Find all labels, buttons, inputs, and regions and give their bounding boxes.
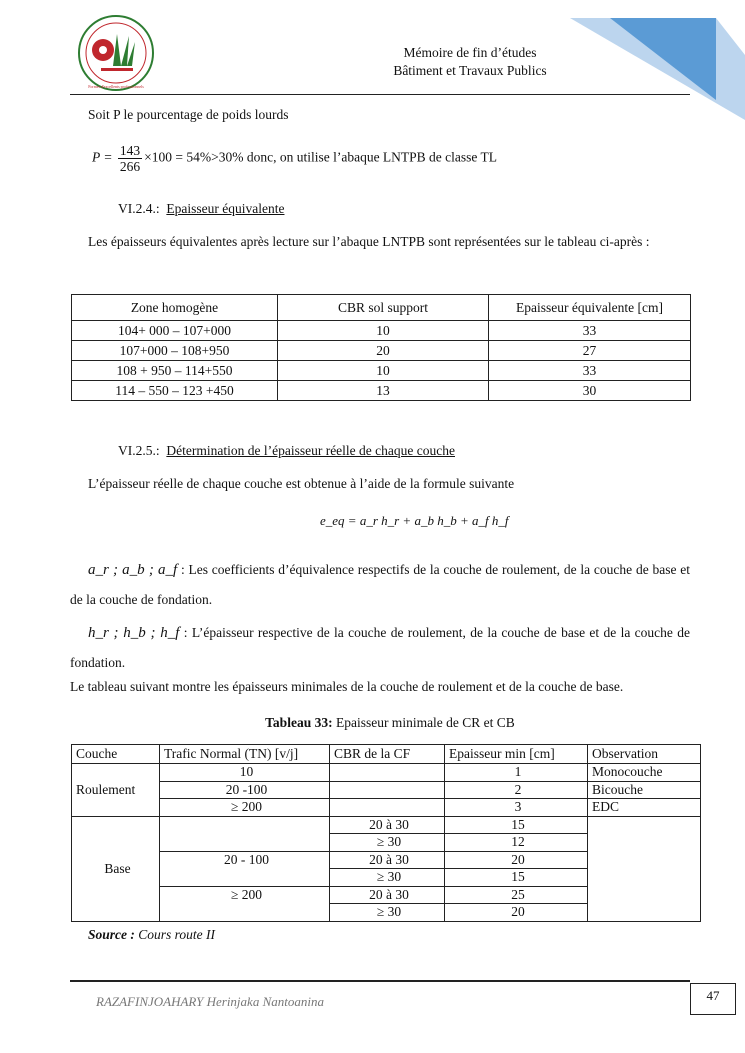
thickness-text: : L’épaisseur respective de la couche de roulement, de la couche de base et de la couche de fondation.	[70, 625, 690, 670]
table-header: Trafic Normal (TN) [v/j]	[160, 745, 330, 764]
table-row	[72, 381, 691, 401]
header-line-2: Bâtiment et Travaux Publics	[393, 63, 547, 78]
table-cell	[330, 781, 445, 799]
equivalent-thickness-table	[71, 294, 691, 401]
table-header: Couche	[72, 745, 160, 764]
table-cell: Bicouche	[588, 781, 701, 799]
table-row	[72, 341, 691, 361]
table-cell: 3	[445, 799, 588, 817]
table-cell: 15	[445, 816, 588, 834]
table-cell: 20	[445, 904, 588, 922]
caption-label: Tableau 33:	[265, 715, 333, 730]
footer-author: RAZAFINJOAHARY Herinjaka Nantoanina	[96, 994, 324, 1009]
observation-empty-cell	[588, 816, 701, 921]
table-cell: ≥ 30	[330, 904, 445, 922]
table-cell: 114 – 550 – 123 +450	[72, 381, 278, 401]
table-header: Epaisseur min [cm]	[445, 745, 588, 764]
page-number: 47	[690, 983, 736, 1015]
table-header: Zone homogène	[72, 295, 278, 321]
logo-caption: Former d'excellents professionnels	[88, 84, 144, 89]
table-cell: 20 à 30	[330, 816, 445, 834]
formula-denominator: 266	[119, 159, 141, 174]
coefficient-symbols: a_r ; a_b ; a_f	[88, 562, 178, 578]
institution-logo	[77, 14, 155, 92]
table-row	[72, 764, 701, 782]
section-heading-real-thickness	[118, 443, 455, 459]
table-cell: ≥ 200	[160, 886, 330, 921]
table-header: Epaisseur équivalente [cm]	[489, 295, 691, 321]
table-header: CBR de la CF	[330, 745, 445, 764]
heading-title: Epaisseur équivalente	[166, 201, 285, 216]
heading-number: VI.2.5.:	[118, 443, 160, 458]
formula-fraction	[118, 143, 142, 174]
header-rule	[70, 94, 690, 95]
table-cell: 107+000 – 108+950	[72, 341, 278, 361]
formula-compare: >30%	[211, 149, 244, 165]
formula-lhs: P =	[92, 149, 113, 165]
table-header: Observation	[588, 745, 701, 764]
section-heading-equivalent	[118, 201, 284, 217]
table-cell: 1	[445, 764, 588, 782]
coefficient-text: : Les coefficients d’équivalence respectifs de la couche de roulement, de la couche de base et de la couche de fondation.	[70, 562, 690, 607]
table-cell: ≥ 30	[330, 869, 445, 887]
minimum-thickness-table	[71, 744, 701, 922]
table-cell: 20 à 30	[330, 851, 445, 869]
table-cell: EDC	[588, 799, 701, 817]
paragraph-real-thickness: L’épaisseur réelle de chaque couche est obtenue à l’aide de la formule suivante	[88, 476, 515, 491]
header-line-1: Mémoire de fin d’études	[403, 45, 537, 60]
definition-thickness	[70, 618, 690, 678]
table-cell: 20 -100	[160, 781, 330, 799]
table-header-row	[72, 745, 701, 764]
table-header-row	[72, 295, 691, 321]
couche-cell-roulement: Roulement	[72, 764, 160, 817]
table-row	[72, 799, 701, 817]
intro-text: Soit P le pourcentage de poids lourds	[88, 107, 289, 122]
paragraph-min-thickness: Le tableau suivant montre les épaisseurs minimales de la couche de roulement et de la couche de base.	[70, 679, 624, 694]
table-cell: 30	[489, 381, 691, 401]
table-source	[88, 927, 215, 943]
definition-coefficients	[70, 555, 690, 615]
formula-numerator: 143	[119, 143, 141, 158]
table-cell: 108 + 950 – 114+550	[72, 361, 278, 381]
table-cell: 10	[278, 361, 489, 381]
couche-cell-base: Base	[72, 816, 160, 921]
source-text: Cours route II	[134, 927, 215, 942]
table-row	[72, 781, 701, 799]
table-cell: 10	[278, 321, 489, 341]
table-cell: Monocouche	[588, 764, 701, 782]
heading-title: Détermination de l’épaisseur réelle de chaque couche	[166, 443, 455, 458]
table-row	[72, 361, 691, 381]
table-cell: ≥ 200	[160, 799, 330, 817]
table-cell: 33	[489, 321, 691, 341]
table-cell: 33	[489, 361, 691, 381]
table-cell: 27	[489, 341, 691, 361]
table-cell: 12	[445, 834, 588, 852]
table-cell: ≥ 30	[330, 834, 445, 852]
formula-rhs: ×100 = 54%	[144, 149, 212, 165]
thickness-symbols: h_r ; h_b ; h_f	[88, 625, 180, 641]
table-cell: 2	[445, 781, 588, 799]
table-cell: 20 - 100	[160, 851, 330, 886]
paragraph-equivalent: Les épaisseurs équivalentes après lecture sur l’abaque LNTPB sont représentées sur le tableau ci-après :	[88, 234, 650, 249]
caption-title: Epaisseur minimale de CR et CB	[332, 715, 515, 730]
table-row	[72, 816, 701, 834]
table-caption	[0, 715, 745, 731]
table-header: CBR sol support	[278, 295, 489, 321]
source-label: Source :	[88, 927, 135, 942]
table-cell: 20	[278, 341, 489, 361]
table-cell: 104+ 000 – 107+000	[72, 321, 278, 341]
table-row	[72, 321, 691, 341]
p-formula	[92, 143, 497, 174]
table-cell: 20	[445, 851, 588, 869]
table-cell: 10	[160, 764, 330, 782]
table-cell	[330, 799, 445, 817]
table-cell: 13	[278, 381, 489, 401]
heading-number: VI.2.4.:	[118, 201, 160, 216]
table-cell: 25	[445, 886, 588, 904]
formula-conclusion: donc, on utilise l’abaque LNTPB de classe TL	[243, 149, 498, 165]
footer-rule	[70, 980, 690, 982]
table-cell	[160, 816, 330, 851]
table-cell: 20 à 30	[330, 886, 445, 904]
thickness-formula: e_eq = a_r h_r + a_b h_b + a_f h_f	[320, 513, 509, 528]
table-cell: 15	[445, 869, 588, 887]
table-cell	[330, 764, 445, 782]
